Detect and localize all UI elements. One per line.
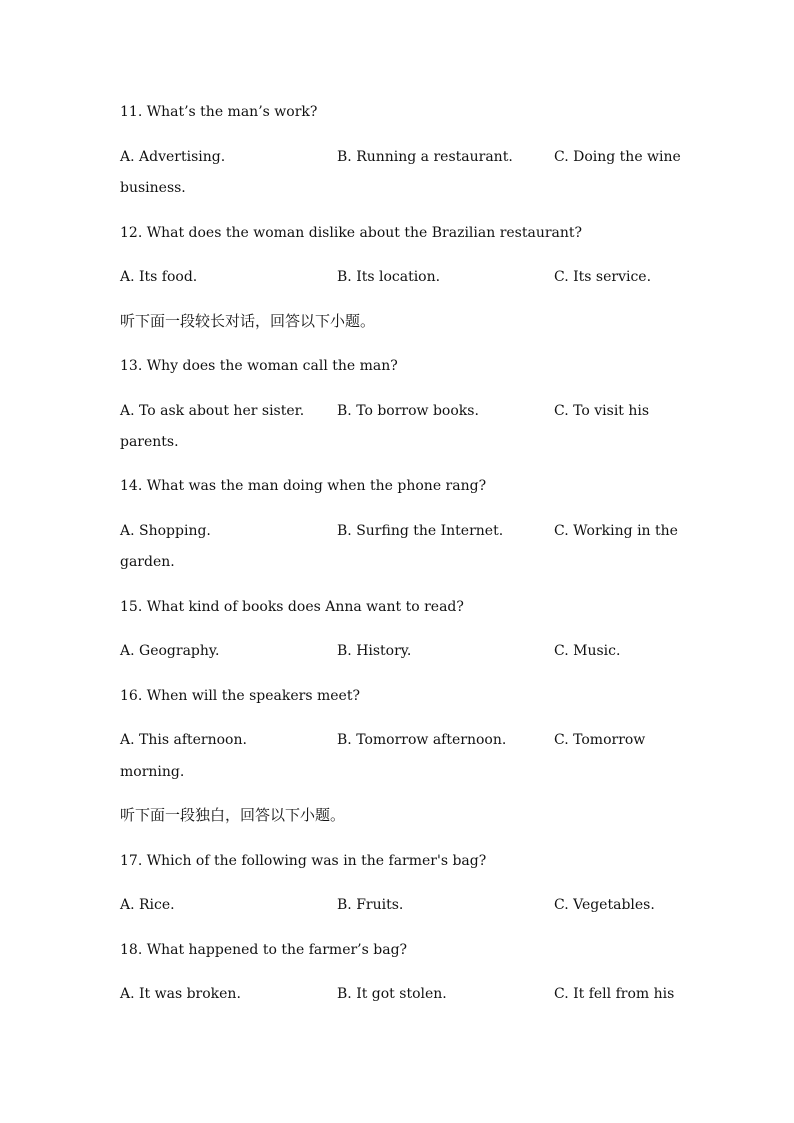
q11-option-c-continued: business. [120,180,186,196]
q13-option-c-continued: parents. [120,434,179,450]
q12-option-b: B. Its location. [337,269,441,285]
section-heading-long-dialogue: 听下面一段较长对话，回答以下小题。 [120,312,376,330]
q18-option-a: A. It was broken. [120,986,241,1002]
q11-option-b: B. Running a restaurant. [337,149,513,165]
q17-option-c: C. Vegetables. [554,897,655,913]
q18-option-c: C. It fell from his [554,986,675,1002]
question-12: 12. What does the woman dislike about the Brazilian restaurant? [120,225,583,241]
q13-option-b: B. To borrow books. [337,403,479,419]
q15-option-c: C. Music. [554,643,621,659]
q13-option-a: A. To ask about her sister. [120,403,305,419]
q18-option-b: B. It got stolen. [337,986,447,1002]
question-15: 15. What kind of books does Anna want to read? [120,599,464,615]
q11-option-c: C. Doing the wine [554,149,681,165]
q15-option-b: B. History. [337,643,412,659]
q12-option-a: A. Its food. [120,269,198,285]
question-18: 18. What happened to the farmer’s bag? [120,942,408,958]
q14-option-a: A. Shopping. [120,523,211,539]
q12-option-c: C. Its service. [554,269,652,285]
question-11: 11. What’s the man’s work? [120,104,318,120]
q13-option-c: C. To visit his [554,403,650,419]
section-heading-monologue: 听下面一段独白，回答以下小题。 [120,806,346,824]
question-16: 16. When will the speakers meet? [120,688,360,704]
q15-option-a: A. Geography. [120,643,220,659]
q14-option-c: C. Working in the [554,523,678,539]
question-13: 13. Why does the woman call the man? [120,358,398,374]
question-17: 17. Which of the following was in the farmer's bag? [120,853,487,869]
q14-option-c-continued: garden. [120,554,175,570]
q14-option-b: B. Surfing the Internet. [337,523,504,539]
q16-option-a: A. This afternoon. [120,732,247,748]
q16-option-b: B. Tomorrow afternoon. [337,732,507,748]
q16-option-c: C. Tomorrow [554,732,646,748]
question-14: 14. What was the man doing when the phone rang? [120,478,487,494]
q17-option-b: B. Fruits. [337,897,404,913]
q17-option-a: A. Rice. [120,897,175,913]
q16-option-c-continued: morning. [120,764,185,780]
q11-option-a: A. Advertising. [120,149,226,165]
